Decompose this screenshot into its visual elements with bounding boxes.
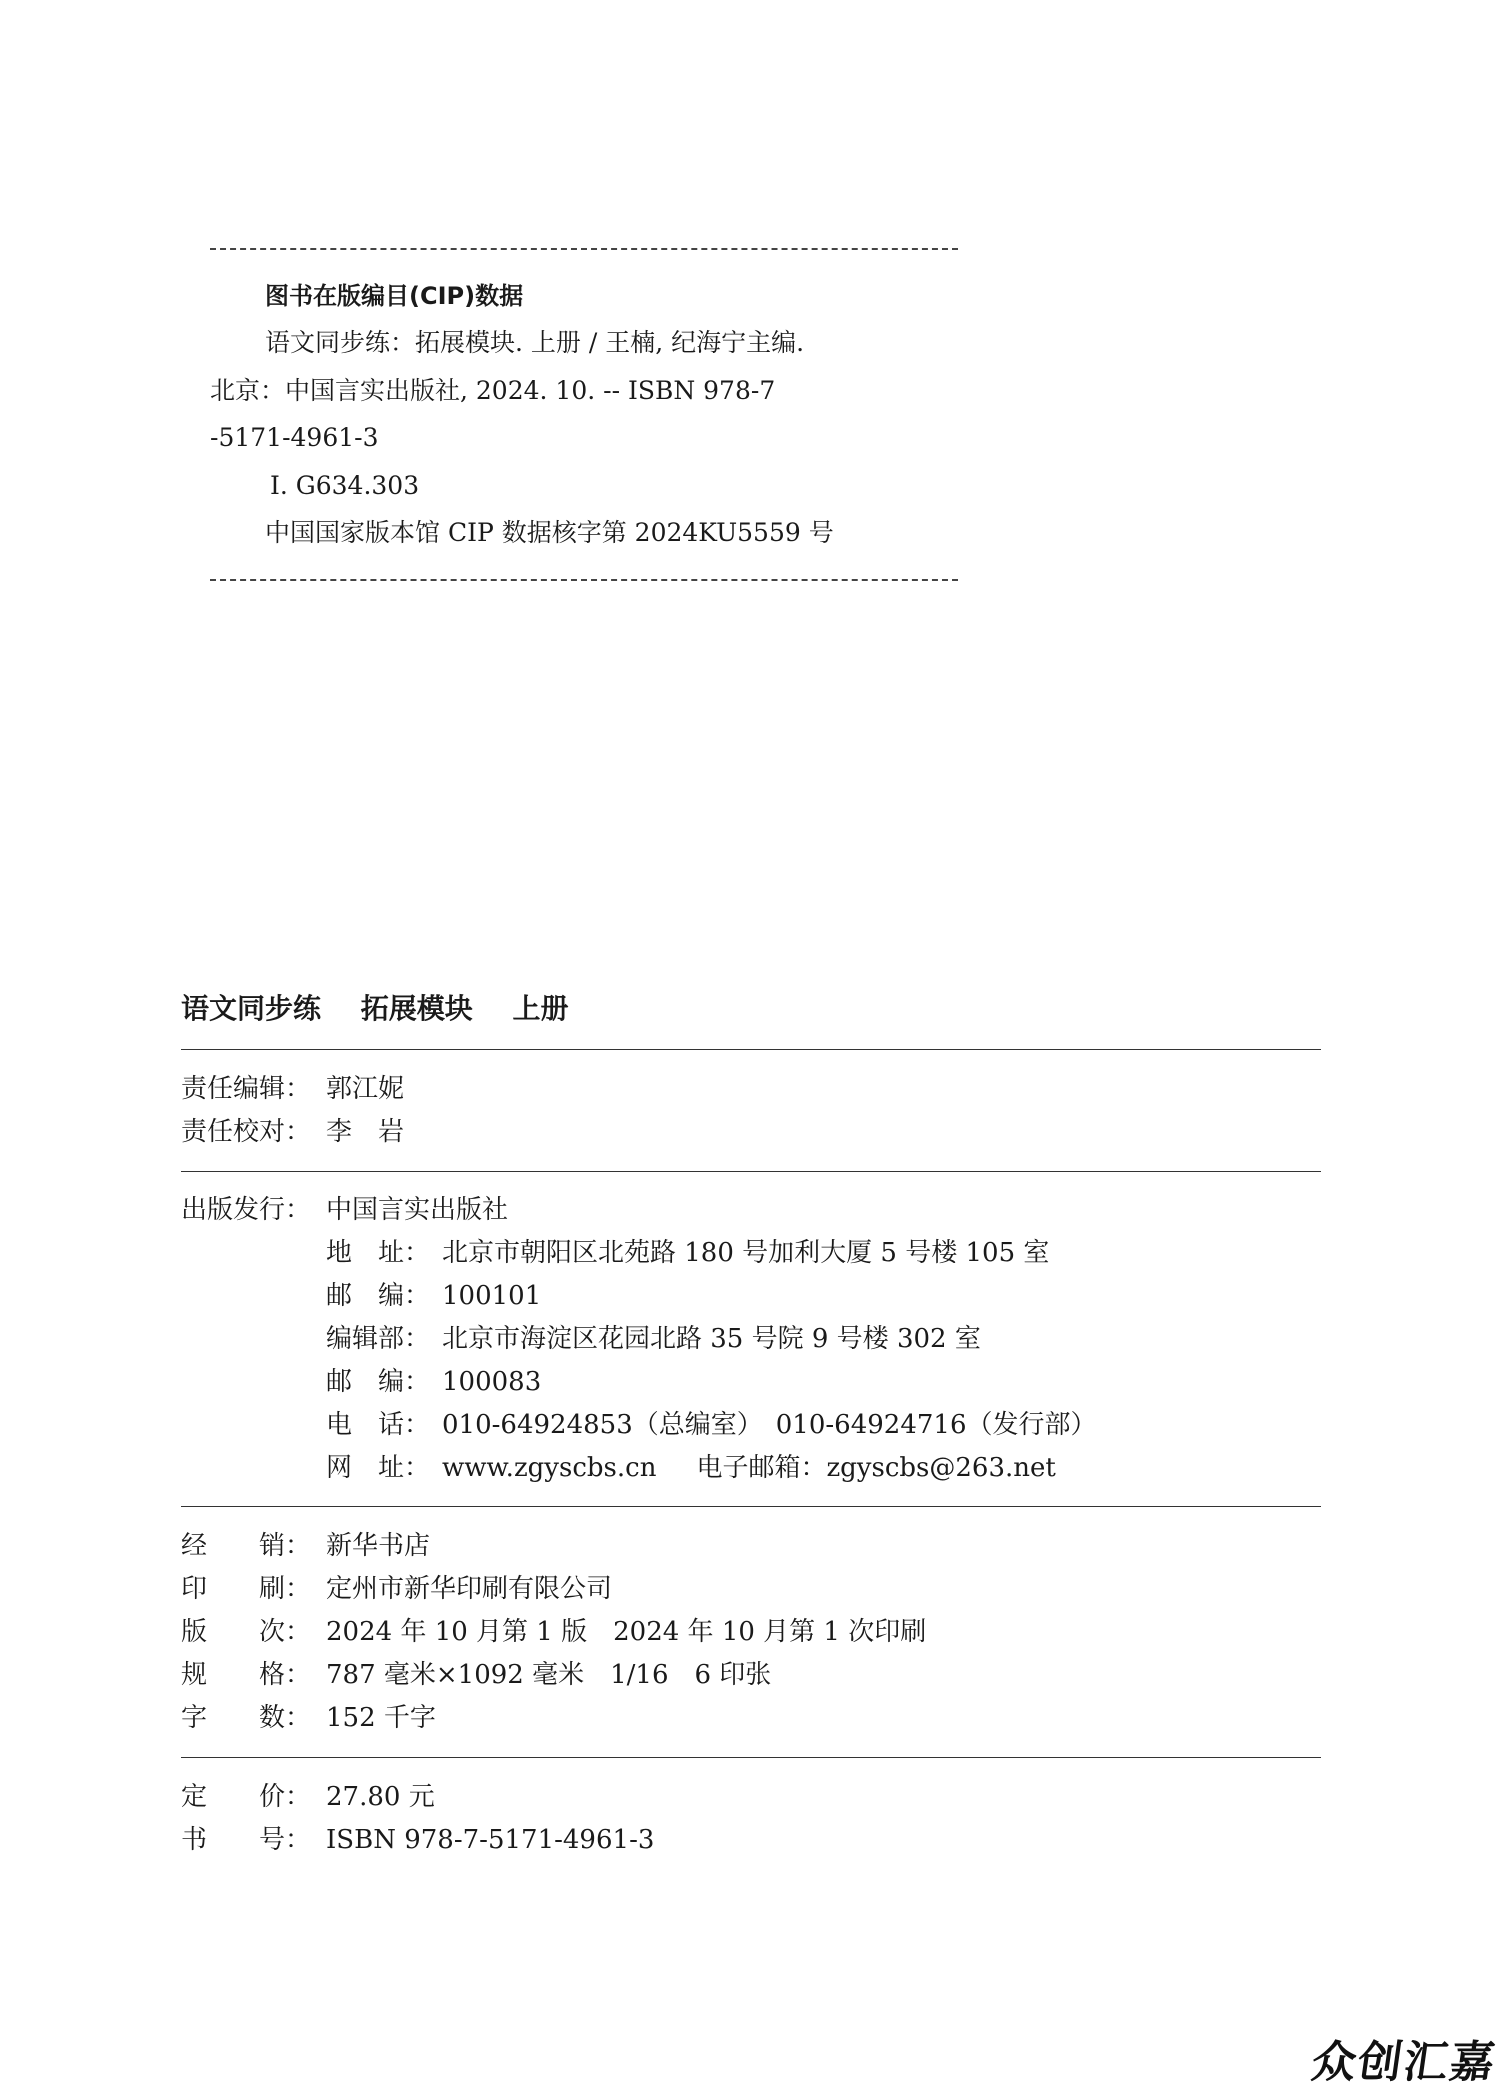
- book-title: [181, 990, 599, 1028]
- editorial-postcode-label: 邮 编：: [326, 1367, 431, 1397]
- word-count-row: [181, 1701, 436, 1735]
- editorial-dept-row: [326, 1322, 981, 1356]
- rule-2: [181, 1171, 1321, 1172]
- editorial-postcode-value: 100083: [442, 1367, 542, 1397]
- edition-value: 2024 年 10 月第 1 版 2024 年 10 月第 1 次印刷: [326, 1617, 927, 1647]
- cip-top-divider: [210, 248, 958, 250]
- printer-label: 印 刷：: [181, 1574, 312, 1604]
- website-value: www.zgyscbs.cn: [442, 1453, 657, 1483]
- book-title-part-3: 上册: [512, 992, 569, 1025]
- rule-4: [181, 1757, 1321, 1758]
- publisher-postcode-value: 100101: [442, 1281, 542, 1311]
- isbn-label: 书 号：: [181, 1825, 312, 1855]
- format-row: [181, 1658, 771, 1692]
- distributor-label: 经 销：: [181, 1531, 312, 1561]
- printer-row: [181, 1572, 612, 1606]
- publisher-postcode-row: [326, 1279, 541, 1313]
- publisher-label: 出版发行：: [181, 1195, 312, 1225]
- format-value: 787 毫米×1092 毫米 1/16 6 印张: [326, 1660, 772, 1690]
- price-row: [181, 1780, 435, 1814]
- email-value: zgyscbs@263.net: [826, 1453, 1056, 1483]
- word-count-value: 152 千字: [326, 1703, 436, 1733]
- isbn-value: ISBN 978-7-5171-4961-3: [326, 1825, 655, 1855]
- proofreader-value: 李 岩: [326, 1117, 405, 1147]
- phone-row: [326, 1408, 1097, 1442]
- proofreader-label: 责任校对：: [181, 1117, 312, 1147]
- cip-bottom-divider: [210, 579, 958, 581]
- cip-line-2: 北京：中国言实出版社, 2024. 10. -- ISBN 978-7: [210, 376, 776, 405]
- cip-title: 图书在版编目(CIP)数据: [265, 282, 524, 310]
- publisher-address-label: 地 址：: [326, 1238, 431, 1268]
- cip-line-5: 中国国家版本馆 CIP 数据核字第 2024KU5559 号: [265, 518, 834, 547]
- book-title-part-2: 拓展模块: [360, 992, 473, 1025]
- editor-value: 郭江妮: [326, 1074, 405, 1104]
- editor-row: [181, 1072, 404, 1106]
- editorial-dept-label: 编辑部：: [326, 1324, 431, 1354]
- format-label: 规 格：: [181, 1660, 312, 1690]
- book-title-part-1: 语文同步练: [181, 992, 322, 1025]
- price-label: 定 价：: [181, 1782, 312, 1812]
- cip-line-3: -5171-4961-3: [210, 423, 379, 452]
- edition-label: 版 次：: [181, 1617, 312, 1647]
- email-label: 电子邮箱：: [696, 1453, 827, 1483]
- rule-3: [181, 1506, 1321, 1507]
- isbn-row: [181, 1823, 654, 1857]
- website-label: 网 址：: [326, 1453, 431, 1483]
- proofreader-row: [181, 1115, 404, 1149]
- cip-line-4: Ⅰ. G634.303: [270, 471, 420, 500]
- distributor-row: [181, 1529, 430, 1563]
- phone-label: 电 话：: [326, 1410, 431, 1440]
- rule-1: [181, 1049, 1321, 1050]
- edition-row: [181, 1615, 926, 1649]
- publisher-row: [181, 1193, 508, 1227]
- publisher-postcode-label: 邮 编：: [326, 1281, 431, 1311]
- publisher-address-row: [326, 1236, 1049, 1270]
- editorial-postcode-row: [326, 1365, 541, 1399]
- cip-line-1: 语文同步练：拓展模块. 上册 / 王楠, 纪海宁主编.: [265, 328, 805, 357]
- word-count-label: 字 数：: [181, 1703, 312, 1733]
- editor-label: 责任编辑：: [181, 1074, 312, 1104]
- editorial-dept-value: 北京市海淀区花园北路 35 号院 9 号楼 302 室: [442, 1324, 981, 1354]
- phone-value: 010-64924853（总编室） 010-64924716（发行部）: [442, 1410, 1097, 1440]
- price-value: 27.80 元: [326, 1782, 435, 1812]
- website-row: [326, 1451, 1056, 1485]
- printer-value: 定州市新华印刷有限公司: [326, 1574, 613, 1604]
- distributor-value: 新华书店: [326, 1531, 431, 1561]
- watermark-logo: 众创汇嘉: [1308, 2037, 1500, 2088]
- publisher-name: 中国言实出版社: [326, 1195, 509, 1225]
- publisher-address-value: 北京市朝阳区北苑路 180 号加利大厦 5 号楼 105 室: [442, 1238, 1050, 1268]
